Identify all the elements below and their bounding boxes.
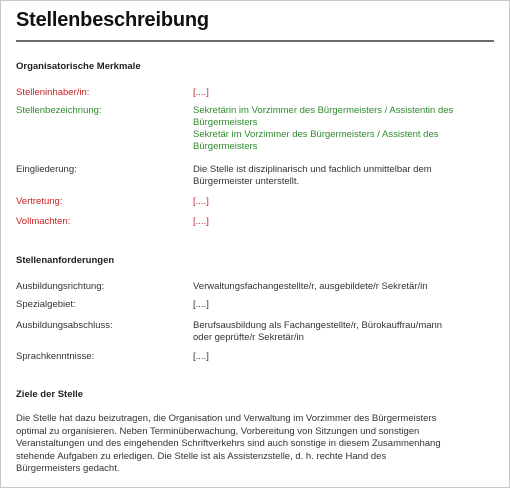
value-stelleninhaber: [....] xyxy=(193,87,209,98)
value-line: Bürgermeisters xyxy=(193,141,258,152)
label-ausbildungsrichtung: Ausbildungsrichtung: xyxy=(16,281,105,292)
section-heading-anforderungen: Stellenanforderungen xyxy=(16,255,115,266)
paragraph-line: Die Stelle hat dazu beizutragen, die Organisation und Verwaltung im Vorzimmer des Bürgermeisters xyxy=(16,413,437,424)
value-stellenbezeichnung xyxy=(193,105,493,153)
value-line: Die Stelle ist disziplinarisch und fachlich unmittelbar dem xyxy=(193,164,432,175)
label-stellenbezeichnung: Stellenbezeichnung: xyxy=(16,105,102,116)
value-line: Sekretär im Vorzimmer des Bürgermeisters / Assistent des xyxy=(193,129,439,140)
label-ausbildungsabschluss: Ausbildungsabschluss: xyxy=(16,320,113,331)
section-heading-ziele: Ziele der Stelle xyxy=(16,389,84,400)
value-line: oder geprüfte/r Sekretär/in xyxy=(193,332,304,343)
value-ausbildungsabschluss xyxy=(193,320,493,344)
label-vollmachten: Vollmachten: xyxy=(16,216,71,227)
value-vertretung: [....] xyxy=(193,196,209,207)
value-line: Bürgermeister unterstellt. xyxy=(193,176,300,187)
value-line: Berufsausbildung als Fachangestellte/r, Bürokauffrau/mann xyxy=(193,320,443,331)
label-eingliederung: Eingliederung: xyxy=(16,164,77,175)
paragraph-line: Bürgermeisters gedacht. xyxy=(16,463,120,474)
paragraph-line: stehende Aufgaben zu erledigen. Die Stelle ist als Assistenzstelle, d. h. rechte Hand des xyxy=(16,450,387,462)
value-line: Sekretärin im Vorzimmer des Bürgermeisters / Assistentin des xyxy=(193,105,454,116)
page-title: Stellenbeschreibung xyxy=(16,9,209,31)
label-sprachkenntnisse: Sprachkenntnisse: xyxy=(16,351,95,362)
label-vertretung: Vertretung: xyxy=(16,196,63,207)
label-stelleninhaber: Stelleninhaber/in: xyxy=(16,87,90,98)
label-spezialgebiet: Spezialgebiet: xyxy=(16,299,76,310)
value-line: Bürgermeisters xyxy=(193,117,258,128)
ziele-paragraph xyxy=(16,413,494,476)
value-eingliederung xyxy=(193,164,493,188)
value-vollmachten: [....] xyxy=(193,216,209,227)
value-sprachkenntnisse: [....] xyxy=(193,351,209,362)
section-heading-organisatorische: Organisatorische Merkmale xyxy=(16,61,141,72)
paragraph-line: optimal zu organisieren. Neben Terminüberwachung, Vorbereitung von Sitzungen und sonstigen xyxy=(16,425,420,437)
paragraph-line: Veranstaltungen und des eingehenden Schriftverkehrs sind auch sonstige in diesem Zusammenhang xyxy=(16,438,441,449)
title-divider xyxy=(16,40,494,42)
value-spezialgebiet: [....] xyxy=(193,299,209,310)
value-ausbildungsrichtung: Verwaltungsfachangestellte/r, ausgebildete/r Sekretär/in xyxy=(193,281,428,292)
